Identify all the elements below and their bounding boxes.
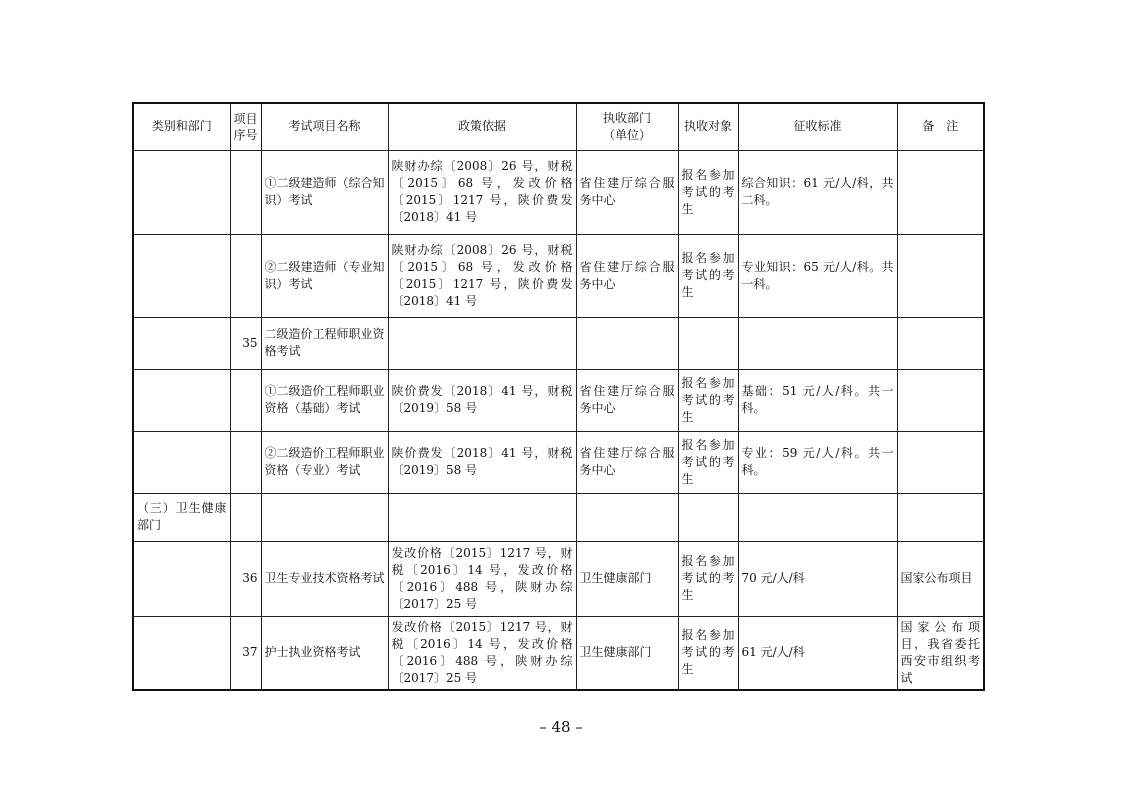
cell-exam-name: ②二级建造师（专业知识）考试 — [261, 234, 388, 317]
cell-payer: 报名参加考试的考生 — [678, 431, 738, 493]
cell-collecting-dept: 卫生健康部门 — [576, 616, 678, 690]
cell-payer — [678, 493, 738, 541]
cell-collecting-dept: 省住建厅综合服务中心 — [576, 369, 678, 431]
cell-remark — [897, 317, 984, 369]
cell-policy-basis: 发改价格〔2015〕1217 号，财税〔2016〕14 号，发改价格〔2016〕488 号，陕财办综〔2017〕25 号 — [388, 541, 576, 616]
cell-collecting-dept: 省住建厅综合服务中心 — [576, 234, 678, 317]
header-row — [133, 103, 984, 150]
cell-item-no — [230, 150, 261, 234]
cell-category — [133, 616, 230, 690]
cell-exam-name: 二级造价工程师职业资格考试 — [261, 317, 388, 369]
table-row — [133, 234, 984, 317]
cell-collecting-dept: 省住建厅综合服务中心 — [576, 150, 678, 234]
cell-remark — [897, 369, 984, 431]
cell-payer: 报名参加考试的考生 — [678, 541, 738, 616]
table-row — [133, 150, 984, 234]
cell-fee-standard: 专业知识：65 元/人/科。共一科。 — [738, 234, 897, 317]
header-exam-name: 考试项目名称 — [261, 103, 388, 150]
cell-payer: 报名参加考试的考生 — [678, 150, 738, 234]
header-remark: 备 注 — [897, 103, 984, 150]
cell-policy-basis: 陕价费发〔2018〕41 号，财税〔2019〕58 号 — [388, 431, 576, 493]
cell-category: （三）卫生健康部门 — [133, 493, 230, 541]
cell-exam-name: 卫生专业技术资格考试 — [261, 541, 388, 616]
cell-fee-standard: 70 元/人/科 — [738, 541, 897, 616]
header-fee-standard: 征收标准 — [738, 103, 897, 150]
header-item-no: 项目 序号 — [230, 103, 261, 150]
cell-remark — [897, 431, 984, 493]
cell-policy-basis: 发改价格〔2015〕1217 号，财税〔2016〕14 号，发改价格〔2016〕488 号，陕财办综〔2017〕25 号 — [388, 616, 576, 690]
cell-exam-name: ①二级建造师（综合知识）考试 — [261, 150, 388, 234]
cell-payer: 报名参加考试的考生 — [678, 369, 738, 431]
cell-collecting-dept: 省住建厅综合服务中心 — [576, 431, 678, 493]
cell-fee-standard: 综合知识：61 元/人/科，共二科。 — [738, 150, 897, 234]
cell-policy-basis: 陕价费发〔2018〕41 号，财税〔2019〕58 号 — [388, 369, 576, 431]
table-row — [133, 431, 984, 493]
table-row — [133, 541, 984, 616]
cell-payer: 报名参加考试的考生 — [678, 234, 738, 317]
table-row — [133, 369, 984, 431]
cell-exam-name: 护士执业资格考试 — [261, 616, 388, 690]
cell-category — [133, 234, 230, 317]
cell-fee-standard: 61 元/人/科 — [738, 616, 897, 690]
cell-fee-standard: 专业：59 元/人/科。共一科。 — [738, 431, 897, 493]
page-number: – 48 – — [539, 718, 583, 736]
cell-category — [133, 369, 230, 431]
cell-exam-name — [261, 493, 388, 541]
cell-item-no: 36 — [230, 541, 261, 616]
cell-category — [133, 431, 230, 493]
cell-remark — [897, 150, 984, 234]
cell-item-no — [230, 493, 261, 541]
cell-payer: 报名参加考试的考生 — [678, 616, 738, 690]
header-policy-basis: 政策依据 — [388, 103, 576, 150]
cell-policy-basis: 陕财办综〔2008〕26 号，财税〔2015〕68 号，发改价格〔2015〕1217 号，陕价费发〔2018〕41 号 — [388, 234, 576, 317]
cell-item-no — [230, 431, 261, 493]
cell-remark: 国家公布项目 — [897, 541, 984, 616]
table-row — [133, 493, 984, 541]
table-row — [133, 616, 984, 690]
cell-category — [133, 317, 230, 369]
cell-collecting-dept — [576, 493, 678, 541]
cell-item-no: 37 — [230, 616, 261, 690]
cell-item-no: 35 — [230, 317, 261, 369]
cell-remark — [897, 234, 984, 317]
cell-fee-standard: 基础：51 元/人/科。共一科。 — [738, 369, 897, 431]
cell-category — [133, 541, 230, 616]
cell-remark — [897, 493, 984, 541]
cell-exam-name: ②二级造价工程师职业资格（专业）考试 — [261, 431, 388, 493]
header-collecting-dept: 执收部门 （单位） — [576, 103, 678, 150]
cell-collecting-dept — [576, 317, 678, 369]
header-payer: 执收对象 — [678, 103, 738, 150]
cell-item-no — [230, 234, 261, 317]
cell-fee-standard — [738, 317, 897, 369]
cell-remark: 国家公布项目，我省委托西安市组织考试 — [897, 616, 984, 690]
cell-policy-basis: 陕财办综〔2008〕26 号，财税〔2015〕68 号，发改价格〔2015〕1217 号，陕价费发〔2018〕41 号 — [388, 150, 576, 234]
cell-collecting-dept: 卫生健康部门 — [576, 541, 678, 616]
cell-fee-standard — [738, 493, 897, 541]
cell-category — [133, 150, 230, 234]
cell-item-no — [230, 369, 261, 431]
fee-table — [132, 102, 985, 691]
cell-policy-basis — [388, 317, 576, 369]
header-category: 类别和部门 — [133, 103, 230, 150]
cell-policy-basis — [388, 493, 576, 541]
cell-payer — [678, 317, 738, 369]
cell-exam-name: ①二级造价工程师职业资格（基础）考试 — [261, 369, 388, 431]
table-row — [133, 317, 984, 369]
